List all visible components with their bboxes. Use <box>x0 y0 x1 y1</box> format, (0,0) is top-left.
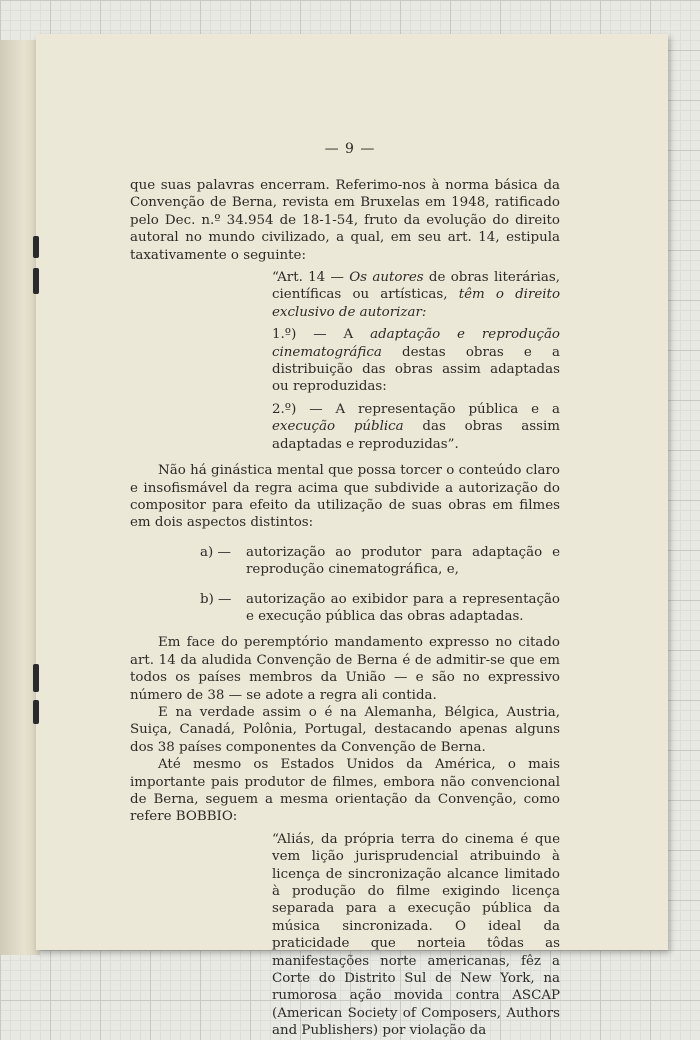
quote-italic: adaptação e reprodução cinematográfica <box>272 327 560 360</box>
binding-staple-bottom-2 <box>33 700 39 724</box>
paragraph-intro: que suas palavras encerram. Referimo-nos à norma básica da Convenção de Berna, revista em Bruxelas em 1948, ratificado pelo Dec. n.º 34.954 de 18-1-54, fruto da evolução do direito autoral no mundo civilizado, a qual, em seu art. 14, estipula taxativamente o seguinte: <box>130 178 560 263</box>
quote-article-14-item-1 <box>272 326 560 396</box>
binding-staple-bottom-1 <box>33 664 39 692</box>
quote-text: de obras literárias, científicas ou artísticas, <box>272 270 560 303</box>
list-marker: a) — <box>200 544 231 560</box>
quote-text: 1.º) — A <box>272 327 371 343</box>
booklet-spine <box>0 40 40 955</box>
quote-article-14-item-2 <box>272 401 560 453</box>
binding-staple-top-1 <box>33 236 39 258</box>
paragraph-united-states: Até mesmo os Estados Unidos da América, o mais importante pais produtor de filmes, embora não convencional de Berna, seguem a mesma orientação da Convenção, como refere BOBBIO: <box>130 757 560 825</box>
paragraph-analysis: Não há ginástica mental que possa torcer o conteúdo claro e insofismável da regra acima que subdivide a autorização do compositor para efeito da utilização de suas obras em filmes em dois aspectos distintos: <box>130 463 560 531</box>
quote-italic: execução pública <box>272 419 404 435</box>
quote-italic: Os autores <box>349 270 424 286</box>
list-text: autorização ao produtor para adaptação e reprodução cinematográfica, e, <box>246 544 560 578</box>
page-body <box>130 177 560 1040</box>
page-number: — 9 — <box>324 141 376 157</box>
binding-staple-top-2 <box>33 268 39 294</box>
list-item <box>200 591 560 626</box>
quote-article-14-heading <box>272 269 560 321</box>
quote-text: 2.º) — A representação pública e a <box>272 401 560 417</box>
paragraph-berne-members: Em face do peremptório mandamento expresso no citado art. 14 da aludida Convenção de Berna é de admitir-se que em todos os países membros da União — e são no expressivo número de 38 — se adote a regra ali contida. <box>130 635 560 703</box>
list-text: autorização ao exibidor para a representação e execução pública das obras adaptadas. <box>246 591 560 624</box>
quote-text: “Art. 14 — <box>272 270 350 286</box>
paragraph-countries: E na verdade assim o é na Alemanha, Bélgica, Austria, Suiça, Canadá, Polônia, Portugal, destacando apenas alguns dos 38 países componentes da Convenção de Berna. <box>130 704 560 755</box>
quote-italic: têm o direito exclusivo de autorizar: <box>272 287 561 320</box>
quote-text: das obras assim adaptadas e reproduzidas”. <box>272 419 560 452</box>
quote-article-14 <box>272 269 560 453</box>
list-marker: b) — <box>200 591 232 607</box>
quote-bobbio <box>272 831 560 1040</box>
quote-text: destas obras e a distribuição das obras assim adaptadas ou reproduzidas: <box>272 344 560 395</box>
list-item <box>200 544 560 579</box>
quote-bobbio-text: “Aliás, da própria terra do cinema é que vem lição jurisprudencial atribuindo à licença de sincronização alcance limitado à produção do filme exigindo licença separada para a execução pública da música sincronizada. O ideal da praticidade que norteia tôdas as manifestações norte americanas, fêz a Corte do Distrito Sul de New York, na rumorosa ação movida contra ASCAP (American Society of Composers, Authors and Publishers) por violação da <box>272 831 560 1039</box>
